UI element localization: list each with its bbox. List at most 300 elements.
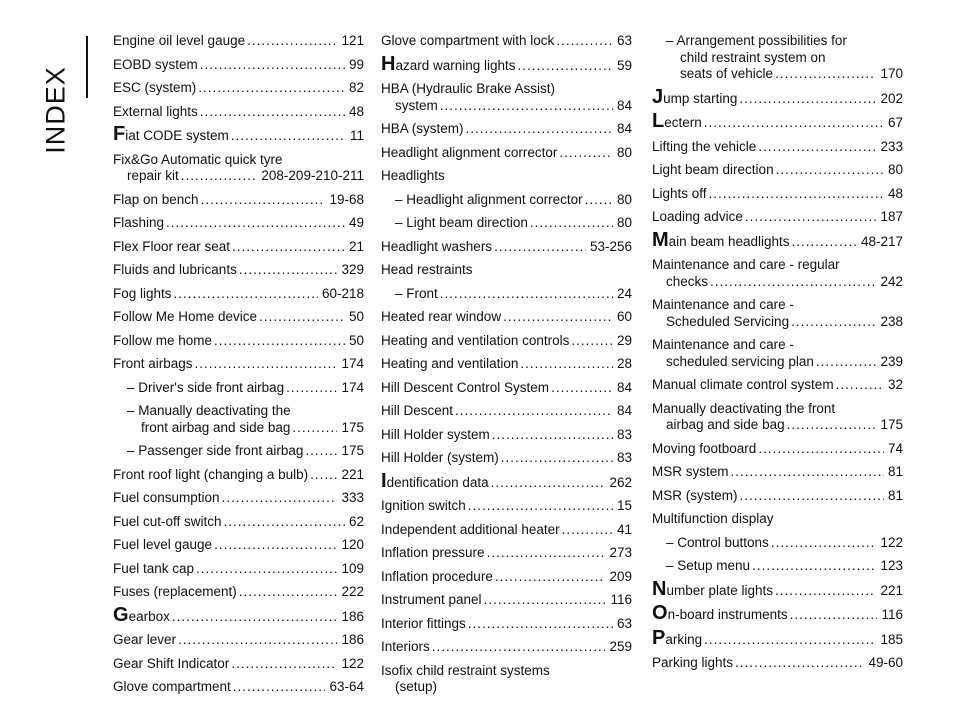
entry-title	[113, 679, 231, 696]
entry-row	[381, 545, 632, 562]
page-number: 185	[880, 631, 903, 647]
index-entry[interactable]	[652, 186, 903, 203]
entry-row	[113, 356, 364, 373]
index-entry[interactable]	[381, 592, 632, 609]
index-entry[interactable]	[652, 297, 903, 330]
index-entry[interactable]	[113, 333, 364, 350]
entry-first-line: Maintenance and care -	[652, 297, 794, 312]
index-entry[interactable]	[381, 81, 632, 114]
initial-letter: L	[652, 110, 665, 132]
initial-letter: P	[652, 626, 666, 649]
page-number: 209	[609, 568, 632, 584]
entry-title	[113, 262, 237, 279]
index-entry[interactable]	[113, 584, 364, 601]
entry-row	[381, 33, 632, 50]
entry-text: Heating and ventilation controls	[381, 332, 570, 348]
index-entry[interactable]	[113, 443, 364, 460]
page-number: 121	[341, 33, 364, 48]
index-entry[interactable]	[652, 535, 903, 552]
index-entry[interactable]	[113, 561, 364, 578]
entry-text: scheduled servicing plan	[666, 353, 814, 369]
entry-text: Scheduled Servicing	[666, 313, 790, 329]
entry-title	[381, 616, 466, 633]
index-entry[interactable]	[113, 603, 364, 626]
entry-row	[381, 309, 632, 326]
entry-text: MSR (system)	[652, 487, 738, 503]
entry-row	[381, 98, 632, 115]
entry-text: n-board instruments	[667, 607, 788, 622]
dot-leader	[259, 309, 345, 326]
entry-text: Parking lights	[652, 655, 734, 670]
entry-text: checks	[666, 273, 709, 289]
entry-text: Fuel level gauge	[113, 537, 213, 552]
index-entry[interactable]	[113, 490, 364, 507]
index-entry[interactable]	[381, 168, 632, 185]
page-number: 48-217	[860, 233, 903, 249]
index-entry[interactable]	[113, 467, 364, 484]
entry-title	[113, 80, 196, 97]
index-entry[interactable]	[381, 356, 632, 373]
index-entry[interactable]	[381, 192, 632, 209]
entry-title	[652, 228, 790, 251]
entry-title	[113, 57, 198, 74]
page-number: 32	[887, 377, 903, 392]
index-entry[interactable]	[113, 286, 364, 303]
entry-first-line: HBA (Hydraulic Brake Assist)	[381, 81, 556, 96]
index-entry[interactable]	[652, 488, 903, 505]
entry-text: – Light beam direction	[395, 215, 528, 230]
entry-title	[381, 427, 490, 444]
entry-title	[652, 209, 743, 226]
index-entry[interactable]	[381, 262, 632, 279]
entry-row	[113, 537, 364, 554]
index-entry[interactable]	[652, 626, 903, 649]
index-entry[interactable]	[652, 33, 903, 83]
entry-text: Glove compartment with lock	[381, 33, 555, 48]
page-number: 175	[880, 417, 903, 432]
entry-title	[381, 33, 554, 50]
page-number: 24	[616, 285, 632, 301]
entry-title	[652, 464, 729, 481]
index-entry[interactable]	[113, 380, 364, 397]
index-entry[interactable]	[381, 121, 632, 138]
index-entry[interactable]	[381, 498, 632, 515]
entry-row	[381, 121, 632, 138]
entry-row	[113, 467, 364, 484]
entry-title	[113, 656, 229, 673]
index-entry[interactable]	[381, 427, 632, 444]
index-column-3	[652, 33, 903, 679]
entry-text: External lights	[113, 103, 198, 119]
dot-leader	[776, 162, 884, 179]
page-number: 49	[348, 215, 364, 230]
entry-text: HBA (system)	[381, 121, 464, 136]
entry-first-line: Fix&Go Automatic quick tyre	[113, 151, 283, 167]
page-number: 53-256	[589, 238, 632, 254]
index-entry[interactable]	[652, 577, 903, 600]
entry-title	[652, 577, 774, 600]
dot-leader	[239, 262, 338, 279]
entry-text: Heating and ventilation	[381, 356, 519, 371]
index-entry[interactable]	[652, 377, 903, 394]
index-entry[interactable]	[652, 602, 903, 624]
index-entry[interactable]	[381, 639, 632, 656]
entry-text: system	[395, 97, 438, 113]
dot-leader	[752, 558, 876, 575]
dot-leader	[501, 450, 613, 467]
index-entry[interactable]	[381, 145, 632, 162]
initial-letter: H	[381, 52, 396, 75]
page-number: 48	[887, 185, 903, 201]
entry-title	[113, 104, 198, 121]
index-entry[interactable]	[381, 569, 632, 586]
entry-first-line: Isofix child restraint systems	[381, 662, 550, 678]
index-entry[interactable]	[381, 450, 632, 467]
dot-leader	[310, 467, 337, 484]
page-number: 84	[616, 379, 632, 395]
page-number: 59	[616, 57, 632, 73]
entry-row	[652, 488, 903, 505]
dot-leader	[487, 545, 606, 562]
dot-leader	[195, 356, 338, 373]
entry-text: Front airbags	[113, 356, 193, 371]
dot-leader	[239, 584, 338, 601]
dot-leader	[735, 655, 864, 672]
entry-text: Hill Holder (system)	[381, 450, 499, 465]
entry-row	[113, 57, 364, 74]
index-tab	[0, 0, 96, 686]
initial-letter: I	[381, 469, 387, 492]
entry-text: earbox	[128, 608, 170, 624]
entry-title	[381, 522, 560, 539]
entry-text: Headlight alignment corrector	[381, 144, 558, 160]
entry-row	[381, 286, 632, 303]
entry-title	[113, 584, 237, 601]
entry-text: Manual climate control system	[652, 377, 834, 392]
index-entry[interactable]	[381, 522, 632, 539]
dot-leader	[196, 561, 337, 578]
entry-continuation: (setup)	[395, 679, 438, 694]
entry-title	[666, 558, 750, 575]
page-number: 187	[880, 209, 903, 224]
entry-title	[652, 655, 733, 672]
entry-text: Flashing	[113, 215, 165, 230]
entry-title	[381, 569, 493, 586]
entry-first-line: Maintenance and care -	[652, 337, 794, 352]
index-entry[interactable]	[652, 464, 903, 481]
initial-letter: M	[652, 228, 669, 251]
index-entry[interactable]	[652, 337, 903, 370]
dot-leader	[224, 514, 345, 531]
entry-title	[652, 85, 738, 108]
entry-text: – Front	[395, 285, 438, 301]
dot-leader	[559, 145, 613, 162]
entry-text: Loading advice	[652, 209, 743, 224]
index-entry[interactable]	[652, 209, 903, 226]
index-entry[interactable]	[113, 239, 364, 256]
index-entry[interactable]	[113, 192, 364, 209]
entry-row	[113, 679, 364, 696]
page-number: 50	[348, 309, 364, 324]
index-entry[interactable]	[381, 469, 632, 492]
index-entry[interactable]	[652, 257, 903, 290]
entry-row	[652, 85, 903, 108]
page-number: 186	[341, 608, 364, 624]
index-entry[interactable]	[652, 441, 903, 458]
entry-text: MSR system	[652, 464, 729, 479]
index-entry[interactable]	[381, 52, 632, 75]
dot-leader	[468, 616, 613, 633]
entry-row	[381, 403, 632, 420]
entry-title	[113, 537, 212, 554]
entry-row	[113, 333, 364, 350]
index-heading: Head restraints	[381, 262, 473, 277]
entry-text: Fuel tank cap	[113, 560, 195, 576]
entry-title	[652, 377, 834, 394]
page-number: 273	[609, 545, 632, 560]
entry-row	[113, 123, 364, 145]
page-number: 11	[349, 128, 364, 143]
entry-text: umber plate lights	[666, 582, 774, 598]
entry-mid-line: child restraint system on	[680, 49, 826, 65]
index-entry[interactable]	[381, 663, 632, 696]
entry-first-line: Maintenance and care - regular	[652, 257, 840, 272]
entry-text: ectern	[664, 115, 702, 130]
index-entry[interactable]	[113, 33, 364, 50]
page-number: 83	[616, 426, 632, 442]
entry-text: Hill Descent	[381, 403, 454, 418]
page-number: 81	[887, 464, 903, 479]
index-entry[interactable]	[113, 215, 364, 232]
dot-leader	[836, 377, 884, 394]
entry-row	[381, 592, 632, 609]
index-entry[interactable]	[652, 162, 903, 179]
index-entry[interactable]	[652, 655, 903, 672]
entry-row	[381, 333, 632, 350]
entry-row	[652, 558, 903, 575]
entry-title	[381, 450, 499, 467]
dot-leader	[232, 239, 345, 256]
entry-text: Light beam direction	[652, 162, 774, 177]
index-entry[interactable]	[113, 309, 364, 326]
entry-row	[652, 66, 903, 83]
entry-text: front airbag and side bag	[141, 419, 291, 435]
entry-text: Gear lever	[113, 632, 177, 647]
page-number: 15	[616, 498, 632, 513]
entry-title	[381, 52, 516, 75]
dot-leader	[787, 417, 877, 434]
dot-leader	[455, 403, 613, 420]
index-entry[interactable]	[381, 616, 632, 633]
entry-first-line: Manually deactivating the front	[652, 400, 836, 416]
index-entry[interactable]	[652, 401, 903, 434]
index-entry[interactable]	[652, 139, 903, 156]
entry-title	[381, 145, 557, 162]
index-entry[interactable]	[381, 33, 632, 50]
index-entry[interactable]	[113, 403, 364, 436]
index-entry[interactable]	[381, 215, 632, 232]
entry-text: Glove compartment	[113, 679, 231, 694]
entry-row	[652, 577, 903, 600]
index-entry[interactable]	[113, 679, 364, 696]
index-entry[interactable]	[113, 152, 364, 185]
entry-title	[381, 592, 482, 609]
entry-title	[113, 33, 245, 50]
dot-leader	[222, 490, 338, 507]
page-number: 175	[341, 443, 364, 458]
entry-text: Fuel consumption	[113, 490, 220, 505]
entry-row	[381, 380, 632, 397]
dot-leader	[571, 333, 613, 350]
page-number: 122	[341, 655, 364, 671]
entry-row	[381, 145, 632, 162]
index-entry[interactable]	[113, 514, 364, 531]
index-entry[interactable]	[381, 309, 632, 326]
dot-leader	[174, 286, 318, 303]
page-number: 116	[881, 607, 903, 622]
entry-text: Inflation pressure	[381, 545, 485, 560]
index-entry[interactable]	[113, 104, 364, 121]
index-entry[interactable]	[381, 239, 632, 256]
index-entry[interactable]	[381, 380, 632, 397]
entry-text: ump starting	[663, 90, 738, 106]
entry-title	[113, 467, 308, 484]
entry-title	[113, 632, 176, 649]
page-number: 62	[348, 513, 364, 529]
dot-leader	[709, 186, 884, 203]
entry-title	[381, 356, 518, 373]
entry-title	[652, 602, 788, 624]
entry-title	[381, 639, 430, 656]
entry-row	[652, 209, 903, 226]
entry-text: Moving footboard	[652, 440, 757, 456]
index-entry[interactable]	[113, 57, 364, 74]
page-number: 19-68	[329, 191, 364, 207]
entry-row	[113, 443, 364, 460]
index-entry[interactable]	[381, 403, 632, 420]
index-entry[interactable]	[113, 123, 364, 145]
page-number: 84	[616, 97, 632, 113]
entry-text: Independent additional heater	[381, 521, 560, 537]
page-number: 49-60	[868, 655, 903, 670]
entry-first-line: – Arrangement possibilities for	[666, 33, 847, 48]
page-number: 63	[616, 615, 632, 631]
page-number: 63-64	[329, 679, 364, 694]
page-number: 242	[880, 273, 903, 289]
entry-text: seats of vehicle	[680, 66, 774, 81]
entry-row	[652, 274, 903, 291]
index-entry[interactable]	[113, 537, 364, 554]
entry-row	[113, 490, 364, 507]
dot-leader	[775, 583, 876, 600]
initial-letter: N	[652, 577, 667, 600]
page-number: 221	[880, 582, 903, 598]
index-entry[interactable]	[381, 545, 632, 562]
entry-text: Flap on bench	[113, 191, 199, 207]
index-entry[interactable]	[652, 558, 903, 575]
entry-text: Instrument panel	[381, 592, 482, 607]
entry-row	[652, 626, 903, 649]
entry-title	[113, 356, 193, 373]
entry-row	[381, 450, 632, 467]
entry-row	[652, 464, 903, 481]
entry-title	[381, 498, 466, 515]
dot-leader	[745, 209, 877, 226]
page-number: 80	[887, 162, 903, 177]
entry-text: Interiors	[381, 639, 430, 654]
page-number: 221	[341, 466, 364, 482]
entry-text: Headlight washers	[381, 238, 493, 254]
entry-row	[113, 104, 364, 121]
entry-row	[113, 286, 364, 303]
page-number: 80	[616, 215, 632, 230]
page-number: 175	[341, 419, 364, 435]
entry-row	[381, 52, 632, 75]
entry-title	[680, 66, 773, 83]
entry-text: Fuses (replacement)	[113, 584, 237, 599]
page-number: 238	[880, 313, 903, 329]
entry-text: Gear Shift Indicator	[113, 655, 230, 671]
index-entry[interactable]	[113, 356, 364, 373]
index-entry[interactable]	[381, 286, 632, 303]
initial-letter: F	[113, 123, 126, 145]
entry-row	[381, 522, 632, 539]
entry-row	[113, 656, 364, 673]
dot-leader	[200, 104, 345, 121]
index-entry[interactable]	[381, 333, 632, 350]
initial-letter: J	[652, 85, 664, 108]
entry-title	[395, 192, 583, 209]
page-number: 50	[348, 332, 364, 348]
entry-title	[666, 535, 769, 552]
index-entry[interactable]	[113, 632, 364, 649]
entry-title	[113, 192, 199, 209]
entry-text: repair kit	[127, 168, 179, 183]
page-number: 174	[341, 379, 364, 395]
entry-title	[113, 286, 172, 303]
page-number: 233	[880, 138, 903, 154]
index-entry[interactable]	[652, 110, 903, 132]
dot-leader	[771, 535, 877, 552]
index-entry[interactable]	[113, 80, 364, 97]
dot-leader	[520, 356, 613, 373]
entry-title	[127, 168, 179, 185]
page-number: 60-218	[321, 285, 364, 301]
entry-title	[395, 98, 438, 115]
page-number: 84	[616, 121, 632, 136]
entry-title	[381, 403, 453, 420]
page-number: 48	[348, 103, 364, 119]
page-number: 21	[348, 238, 364, 254]
index-entry[interactable]	[113, 262, 364, 279]
dot-leader	[200, 57, 345, 74]
index-entry[interactable]	[652, 228, 903, 251]
dot-leader	[214, 333, 345, 350]
entry-row	[381, 239, 632, 256]
index-entry[interactable]	[113, 656, 364, 673]
dot-leader	[292, 420, 337, 437]
page-number: 123	[880, 558, 903, 573]
dot-leader	[739, 91, 876, 108]
dot-leader	[440, 98, 613, 115]
page-number: 333	[341, 490, 364, 505]
entry-title	[381, 545, 485, 562]
entry-text: Follow me home	[113, 332, 213, 348]
entry-text: Lifting the vehicle	[652, 138, 757, 154]
entry-title	[113, 514, 222, 531]
index-entry[interactable]	[652, 85, 903, 108]
index-entry[interactable]	[652, 511, 903, 528]
